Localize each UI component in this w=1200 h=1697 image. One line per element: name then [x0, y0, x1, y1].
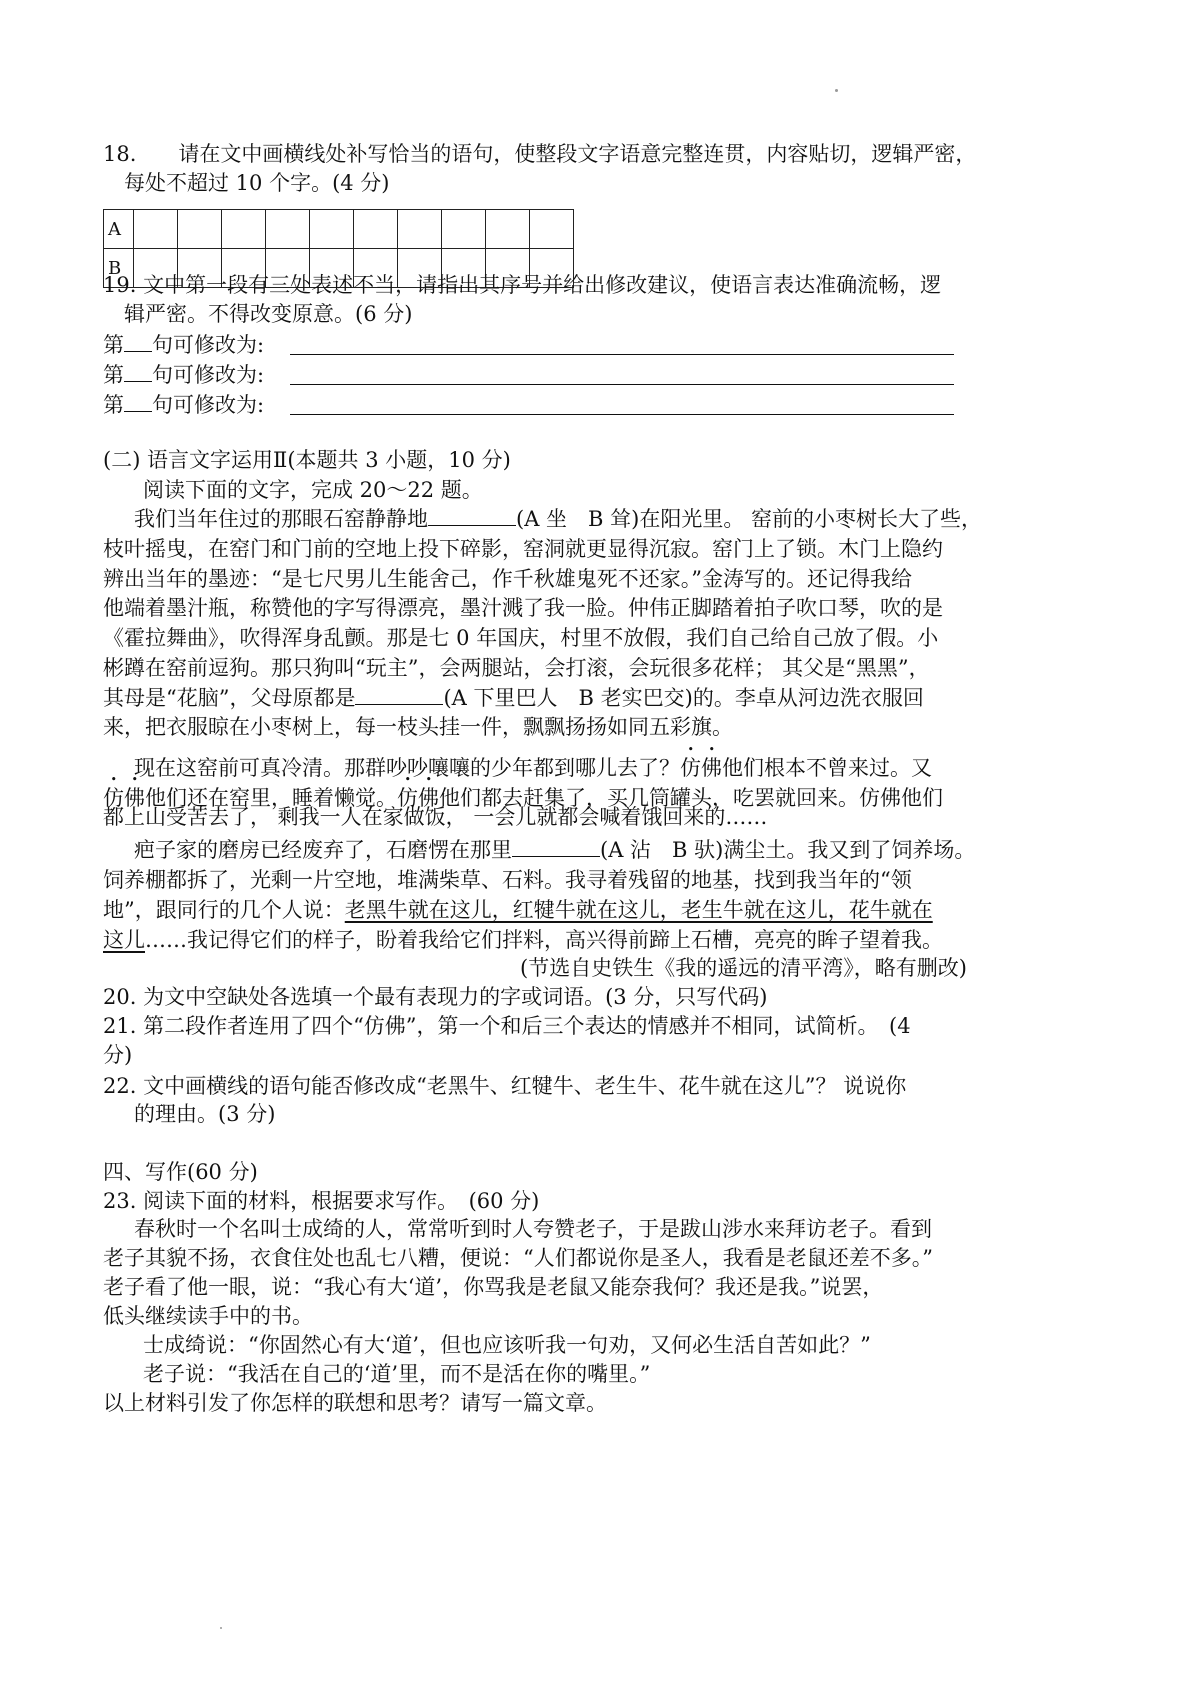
passage-line: 来，把衣服晾在小枣树上，每一枝头挂一件，飘飘扬扬如同五彩旗。 — [103, 715, 733, 739]
answer-cell[interactable] — [530, 210, 574, 249]
material-line: 老子说：“我活在自己的‘道’里，而不是活在你的嘴里。” — [143, 1362, 651, 1386]
answer-line[interactable] — [290, 354, 954, 355]
sentence-number-blank[interactable] — [124, 363, 152, 382]
answer-cell[interactable] — [222, 210, 266, 249]
passage-line: 这儿……我记得它们的样子，盼着我给它们拌料，高兴得前蹄上石槽，亮亮的眸子望着我。 — [103, 928, 943, 952]
q19-prompt: 19. 文中第一段有三处表述不当，请指出其序号并给出修改建议，使语言表达准确流畅，逻 — [103, 273, 942, 297]
revision-line-2: 第 句可修改为: — [103, 363, 265, 387]
passage-line: 他端着墨汁瓶，称赞他的字写得漂亮，墨汁溅了我一脸。仲伟正脚踏着拍子吹口琴，吹的是 — [103, 596, 943, 620]
q20-prompt: 20. 为文中空缺处各选填一个最有表现力的字或词语。(3 分，只写代码) — [103, 985, 768, 1009]
passage-line: 彬蹲在窑前逗狗。那只狗叫“玩主”，会两腿站，会打滚，会玩很多花样； 其父是“黑黑”， — [103, 656, 930, 680]
answer-cell[interactable] — [398, 210, 442, 249]
underlined-sentence: 老黑牛就在这儿，红犍牛就在这儿，老生牛就在这儿，花牛就在 — [344, 898, 933, 922]
answer-row-a — [104, 210, 574, 249]
revision-line-1: 第 句可修改为: — [103, 333, 265, 357]
passage-line: 现在这窑前可真冷清。那群吵吵嚷嚷的少年都到哪儿去了？仿佛他们根本不曾来过。又 — [134, 756, 932, 780]
q18-prompt: 18. 请在文中画横线处补写恰当的语句，使整段文字语意完整连贯，内容贴切，逻辑严密， — [103, 142, 977, 166]
passage-line: 《霍拉舞曲》，吹得浑身乱颤。那是七 0 年国庆，村里不放假，我们自己给自己放了假。小 — [103, 626, 939, 650]
passage-line: 我们当年住过的那眼石窑静静地 (A 坐 B 耸)在阳光里。 窑前的小枣树长大了些， — [134, 507, 983, 531]
passage-line: 辨出当年的墨迹：“是七尺男儿生能舍己，作千秋雄鬼死不还家。”金涛写的。还记得我给 — [103, 567, 912, 591]
answer-cell[interactable] — [134, 210, 178, 249]
q18-prompt-cont: 每处不超过 10 个字。(4 分) — [124, 171, 390, 195]
material-line: 老子看了他一眼，说：“我心有大‘道’，你骂我是老鼠又能奈我何？我还是我。”说罢， — [103, 1275, 884, 1299]
q21-prompt-cont: 分) — [103, 1043, 133, 1067]
fill-blank-1[interactable] — [428, 507, 516, 526]
q23-prompt: 23. 阅读下面的材料，根据要求写作。 (60 分) — [103, 1189, 540, 1213]
passage-line: 饲养棚都拆了，光剩一片空地，堆满柴草、石料。我寻着残留的地基，找到我当年的“领 — [103, 868, 912, 892]
answer-cell[interactable] — [310, 210, 354, 249]
material-line: 春秋时一个名叫士成绮的人，常常听到时人夸赞老子，于是跋山涉水来拜访老子。看到 — [134, 1217, 932, 1241]
passage-line: 都上山受苦去了， 剩我一人在家做饭， 一会儿就都会喊着饿回来的…… — [103, 805, 768, 829]
answer-cell[interactable] — [442, 210, 486, 249]
emphasized-word: 仿佛 — [103, 786, 145, 810]
section-heading: (二) 语言文字运用Ⅱ(本题共 3 小题，10 分) — [103, 448, 511, 472]
writing-task: 以上材料引发了你怎样的联想和思考？请写一篇文章。 — [103, 1391, 607, 1415]
row-label-b: B — [104, 249, 134, 288]
revision-line-3: 第 句可修改为: — [103, 393, 265, 417]
passage-source: (节选自史铁生《我的遥远的清平湾》，略有删改) — [520, 956, 967, 980]
emphasized-word: 仿佛 — [397, 786, 439, 810]
fill-blank-2[interactable] — [355, 686, 443, 705]
section-instructions: 阅读下面的文字，完成 20～22 题。 — [143, 478, 483, 502]
underlined-sentence: 这儿 — [103, 928, 145, 952]
sentence-number-blank[interactable] — [124, 393, 152, 412]
material-line: 低头继续读手中的书。 — [103, 1304, 313, 1328]
passage-line: 仿佛他们还在窑里，睡着懒觉。仿佛他们都去赶集了，买几筒罐头，吃罢就回来。仿佛他们 — [103, 786, 943, 810]
answer-cell[interactable] — [178, 210, 222, 249]
passage-line: 枝叶摇曳，在窑门和门前的空地上投下碎影，窑洞就更显得沉寂。窑门上了锁。木门上隐约 — [103, 537, 943, 561]
material-line: 士成绮说：“你固然心有大‘道’，但也应该听我一句劝，又何必生活自苦如此？” — [143, 1333, 871, 1357]
answer-cell[interactable] — [354, 210, 398, 249]
section-heading: 四、写作(60 分) — [103, 1160, 258, 1184]
scan-speck — [835, 89, 838, 92]
q22-prompt-cont: 的理由。(3 分) — [134, 1102, 276, 1126]
row-label-a: A — [104, 210, 134, 249]
answer-line[interactable] — [290, 414, 954, 415]
answer-line[interactable] — [290, 384, 954, 385]
answer-cell[interactable] — [486, 210, 530, 249]
answer-cell[interactable] — [266, 210, 310, 249]
q19-prompt-cont: 辑严密。不得改变原意。(6 分) — [124, 302, 413, 326]
fill-blank-3[interactable] — [512, 838, 600, 857]
sentence-number-blank[interactable] — [124, 333, 152, 352]
passage-line: 地”，跟同行的几个人说：老黑牛就在这儿，红犍牛就在这儿，老生牛就在这儿，花牛就在 — [103, 898, 933, 922]
scan-speck — [220, 1627, 222, 1629]
emphasized-word: 仿佛 — [680, 756, 722, 780]
passage-line: 其母是“花脑”，父母原都是 (A 下里巴人 B 老实巴交)的。李卓从河边洗衣服回 — [103, 686, 924, 710]
passage-line: 疤子家的磨房已经废弃了，石磨愣在那里 (A 沾 B 驮)满尘土。我又到了饲养场。 — [134, 838, 976, 862]
material-line: 老子其貌不扬，衣食住处也乱七八糟，便说：“人们都说你是圣人，我看是老鼠还差不多。” — [103, 1246, 933, 1270]
q21-prompt: 21. 第二段作者连用了四个“仿佛”，第一个和后三个表达的情感并不相同，试简析。 (4 — [103, 1014, 911, 1038]
q22-prompt: 22. 文中画横线的语句能否修改成“老黑牛、红犍牛、老生牛、花牛就在这儿”？ 说说你 — [103, 1074, 907, 1098]
